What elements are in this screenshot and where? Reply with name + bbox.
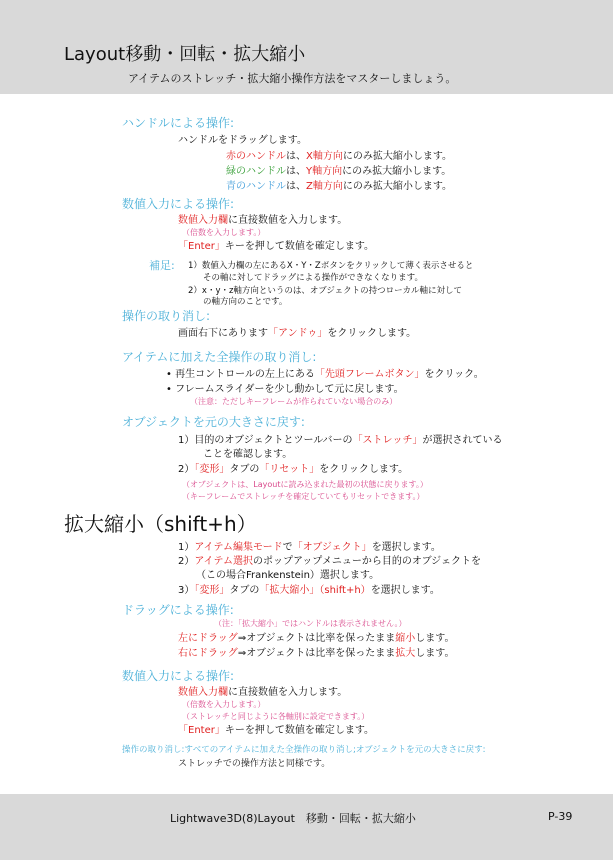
- page-number: P-39: [548, 810, 573, 823]
- undo-button-label: 「アンドゥ」: [268, 328, 328, 339]
- object-label: 「オブジェクト」: [292, 542, 372, 553]
- restore-s2-pre: 2）: [178, 464, 195, 475]
- scale-step1: [178, 543, 441, 553]
- numeric2-line1-text: に直接数値を入力します。: [228, 687, 348, 698]
- scale-step2-cont: （この場合Frankenstein）選択します。: [196, 570, 380, 581]
- item-select-label: アイテム選択: [194, 556, 253, 567]
- red-handle-label: 赤のハンドル: [226, 151, 286, 162]
- drag-left-mid: ⇒オブジェクトは比率を保ったまま: [237, 633, 396, 644]
- restore-step1: [178, 436, 502, 446]
- handle-green-line: [226, 167, 451, 177]
- undo-heading: 操作の取り消し:: [122, 309, 211, 323]
- scale-s3-mid: タブの: [229, 585, 260, 596]
- supplement-2b: の軸方向のことです。: [203, 297, 288, 307]
- numeric2-note2: （ストレッチと同じように各軸別に設定できます。）: [182, 712, 370, 721]
- green-axis: Y軸方向: [306, 166, 343, 177]
- restore-note2: （キーフレームでストレッチを確定していてもリセットできます。）: [182, 492, 425, 501]
- page-title: Layout移動・回転・拡大縮小: [64, 44, 306, 65]
- drag-left-line: [178, 634, 455, 644]
- numeric-note: （倍数を入力します。）: [182, 228, 266, 237]
- scale-s1-mid: で: [282, 542, 293, 553]
- undo-all-heading: アイテムに加えた全操作の取り消し:: [122, 350, 317, 364]
- numeric2-line2-text: キーを押して数値を確定します。: [224, 725, 375, 736]
- restore-note1: （オブジェクトは、Layoutに読み込まれた最初の状態に戻ります。）: [182, 480, 428, 489]
- scale-s1-post: を選択します。: [371, 542, 441, 553]
- supplement-2a: 2）x・y・z軸方向というのは、オブジェクトの持つローカル軸に対して: [188, 286, 462, 296]
- numeric-heading: 数値入力による操作:: [122, 197, 235, 211]
- transform-tab-label: 「変形」: [194, 464, 230, 475]
- restore-s2-mid: タブの: [229, 464, 260, 475]
- scale-s2-post: のポップアップメニューから目的のオブジェクトを: [252, 556, 481, 567]
- enlarge-label: 拡大: [395, 648, 416, 659]
- red-axis: X軸方向: [306, 151, 343, 162]
- footer-title: Lightwave3D(8)Layout 移動・回転・拡大縮小: [170, 812, 416, 825]
- stretch-label: 「ストレッチ」: [352, 435, 423, 446]
- green-mid: は、: [286, 166, 306, 177]
- drag-left-label: 左にドラッグ: [178, 633, 238, 644]
- reset-button-label: 「リセット」: [259, 464, 320, 475]
- undo-all-note: （注意：ただしキーフレームが作られていない場合のみ）: [190, 397, 398, 406]
- handle-blue-line: [226, 182, 452, 192]
- drag-right-line: [178, 649, 455, 659]
- shrink-label: 縮小: [395, 633, 416, 644]
- scale-transform-tab-label: 「変形」: [194, 585, 230, 596]
- undo-post: をクリックします。: [327, 328, 417, 339]
- handle-heading: ハンドルによる操作:: [122, 116, 235, 130]
- blue-end: にのみ拡大縮小します。: [342, 181, 453, 192]
- blue-handle-label: 青のハンドル: [226, 181, 286, 192]
- blue-mid: は、: [286, 181, 306, 192]
- red-end: にのみ拡大縮小します。: [342, 151, 453, 162]
- drag-right-end: します。: [415, 648, 455, 659]
- footer-band: [0, 794, 613, 860]
- undo-pre: 画面右下にあります: [178, 328, 268, 339]
- drag-note: （注：「拡大縮小」ではハンドルは表示されません。）: [214, 619, 407, 628]
- numeric-field-label: 数値入力欄: [178, 215, 228, 226]
- green-handle-label: 緑のハンドル: [226, 166, 286, 177]
- numeric2-enter-key: 「Enter」: [178, 725, 225, 736]
- handle-red-line: [226, 152, 452, 162]
- supplement-label: 補足:: [149, 259, 175, 272]
- undo-all-b1-post: をクリック。: [424, 369, 484, 380]
- restore-step1-cont: ことを確認します。: [203, 449, 293, 460]
- numeric2-heading: 数値入力による操作:: [122, 669, 235, 683]
- numeric2-field-label: 数値入力欄: [178, 687, 228, 698]
- drag-right-mid: ⇒オブジェクトは比率を保ったまま: [237, 648, 396, 659]
- first-frame-button-label: 「先頭フレームボタン」: [314, 369, 425, 380]
- numeric-line1-text: に直接数値を入力します。: [228, 215, 348, 226]
- numeric-line2: [178, 242, 374, 252]
- footnote-line1: 操作の取り消し:すべてのアイテムに加えた全操作の取り消し;オブジェクトを元の大きさに戻す:: [122, 745, 486, 755]
- red-mid: は、: [286, 151, 306, 162]
- green-end: にのみ拡大縮小します。: [342, 166, 452, 177]
- supplement-1b: その軸に対してドラッグによる操作ができなくなります。: [203, 273, 423, 283]
- supplement-1a: 1）数値入力欄の左にあるX・Y・Zボタンをクリックして薄く表示させると: [188, 261, 474, 271]
- scale-s1-pre: 1）: [178, 542, 195, 553]
- scale-button-label: 「拡大縮小」（shift+h）: [259, 585, 371, 596]
- drag-right-label: 右にドラッグ: [178, 648, 238, 659]
- restore-heading: オブジェクトを元の大きさに戻す:: [122, 415, 305, 429]
- scale-step2: [178, 557, 481, 567]
- enter-key: 「Enter」: [178, 241, 225, 252]
- numeric-line1: [178, 216, 347, 226]
- restore-s1-pre: 1）目的のオブジェクトとツールバーの: [178, 435, 353, 446]
- footnote-line2: ストレッチでの操作方法と同様です。: [178, 759, 331, 769]
- undo-all-bullet1: [166, 370, 484, 380]
- restore-step2: [178, 465, 408, 475]
- undo-line: [178, 329, 416, 339]
- numeric2-line1: [178, 688, 347, 698]
- scale-s3-post: を選択します。: [370, 585, 440, 596]
- blue-axis: Z軸方向: [306, 181, 343, 192]
- scale-step3: [178, 586, 440, 596]
- item-edit-mode-label: アイテム編集モード: [194, 542, 283, 553]
- numeric-line2-text: キーを押して数値を確定します。: [224, 241, 375, 252]
- scale-s3-pre: 3）: [178, 585, 195, 596]
- undo-all-b1-pre: • 再生コントロールの左上にある: [166, 369, 315, 380]
- scale-s2-pre: 2）: [178, 556, 195, 567]
- numeric2-line2: [178, 726, 374, 736]
- restore-s1-post: が選択されている: [422, 435, 503, 446]
- restore-s2-post: をクリックします。: [319, 464, 409, 475]
- drag-heading: ドラッグによる操作:: [122, 603, 234, 617]
- undo-all-bullet2: • フレームスライダーを少し動かして元に戻します。: [166, 384, 404, 395]
- page-subtitle: アイテムのストレッチ・拡大縮小操作方法をマスターしましょう。: [128, 72, 457, 85]
- numeric2-note1: （倍数を入力します。）: [182, 700, 266, 709]
- handle-line: ハンドルをドラッグします。: [178, 135, 307, 146]
- scale-title: 拡大縮小（shift+h）: [64, 512, 257, 536]
- drag-left-end: します。: [415, 633, 455, 644]
